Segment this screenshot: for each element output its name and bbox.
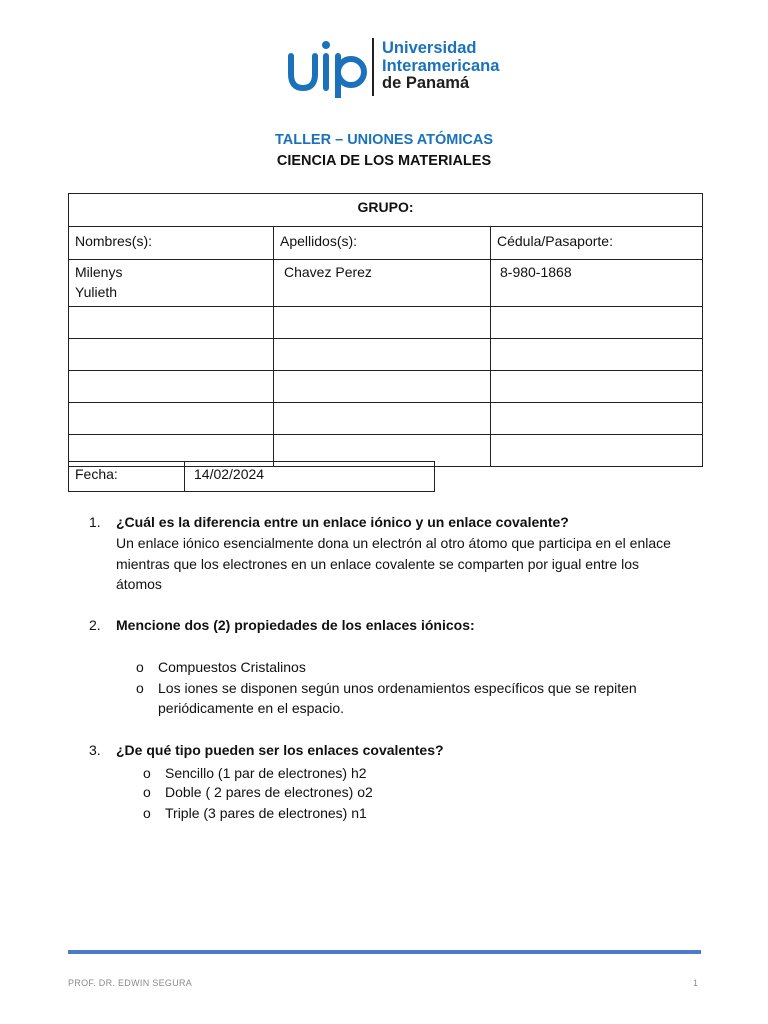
cell-nombres xyxy=(69,260,274,307)
empty-cell xyxy=(274,371,491,403)
table-row xyxy=(69,339,703,371)
bullet-text: Doble ( 2 pares de electrones) o2 xyxy=(165,784,373,800)
bullet-text: Compuestos Cristalinos xyxy=(158,659,306,675)
empty-cell xyxy=(491,371,703,403)
document-title: TALLER – UNIONES ATÓMICAS xyxy=(274,132,494,148)
table-row xyxy=(69,371,703,403)
empty-cell xyxy=(274,403,491,435)
empty-cell xyxy=(69,339,274,371)
question-text: ¿De qué tipo pueden ser los enlaces covalentes? xyxy=(116,742,444,758)
bullet-circle-icon: o xyxy=(143,784,151,800)
document-subtitle: CIENCIA DE LOS MATERIALES xyxy=(276,153,492,169)
footer-author: PROF. DR. EDWIN SEGURA xyxy=(68,978,193,988)
answer-line: mientras que los electrones en un enlace covalente se comparten por igual entre los xyxy=(116,555,639,572)
bullet-circle-icon: o xyxy=(136,680,144,696)
date-table xyxy=(68,461,435,492)
question-number: 3. xyxy=(89,742,101,758)
group-label: GRUPO: xyxy=(69,194,703,227)
table-row xyxy=(69,307,703,339)
answer-line: Un enlace iónico esencialmente dona un electrón al otro átomo que participa en el enlace xyxy=(116,535,671,551)
empty-cell xyxy=(69,403,274,435)
footer-divider xyxy=(68,950,701,954)
empty-cell xyxy=(274,307,491,339)
column-header-apellidos: Apellidos(s): xyxy=(274,227,491,260)
bullet-text: Sencillo (1 par de electrones) h2 xyxy=(165,765,367,781)
date-value: 14/02/2024 xyxy=(185,462,435,492)
column-header-cedula: Cédula/Pasaporte: xyxy=(491,227,703,260)
uip-logo xyxy=(286,36,500,98)
bullet-text: Los iones se disponen según unos ordenamientos específicos que se repiten xyxy=(158,680,637,696)
bullet-circle-icon: o xyxy=(136,659,144,675)
empty-cell xyxy=(491,307,703,339)
table-row xyxy=(69,260,703,307)
bullet-text: periódicamente en el espacio. xyxy=(158,700,345,716)
empty-cell xyxy=(491,339,703,371)
empty-cell xyxy=(491,403,703,435)
nombres-line-2: Yulieth xyxy=(75,284,118,300)
wordmark-line-2: Interamericana xyxy=(382,56,500,75)
question-text: ¿Cuál es la diferencia entre un enlace iónico y un enlace covalente? xyxy=(116,514,569,530)
group-table xyxy=(68,193,703,467)
nombres-line-1: Milenys xyxy=(75,264,123,280)
answer-text xyxy=(116,533,706,595)
question-number: 1. xyxy=(89,514,101,530)
wordmark-line-3: de Panamá xyxy=(382,74,470,92)
empty-cell xyxy=(69,371,274,403)
bullet-text: Triple (3 pares de electrones) n1 xyxy=(165,805,367,821)
column-header-nombres: Nombres(s): xyxy=(69,227,274,260)
cell-apellidos xyxy=(274,260,491,307)
university-wordmark xyxy=(382,40,499,93)
question-number: 2. xyxy=(89,617,101,633)
table-row xyxy=(69,403,703,435)
apellidos-value: Chavez Perez xyxy=(284,264,372,280)
wordmark-line-1: Universidad xyxy=(382,39,477,57)
date-label: Fecha: xyxy=(69,462,185,492)
empty-cell xyxy=(491,435,703,467)
page-number: 1 xyxy=(693,978,699,988)
uip-logo-mark-icon xyxy=(286,36,376,98)
empty-cell xyxy=(274,339,491,371)
cedula-value: 8-980-1868 xyxy=(500,264,572,280)
bullet-circle-icon: o xyxy=(143,765,151,781)
question-text: Mencione dos (2) propiedades de los enlaces iónicos: xyxy=(116,617,475,633)
bullet-circle-icon: o xyxy=(143,805,151,821)
answer-line: átomos xyxy=(116,576,162,592)
cell-cedula xyxy=(491,260,703,307)
empty-cell xyxy=(69,307,274,339)
